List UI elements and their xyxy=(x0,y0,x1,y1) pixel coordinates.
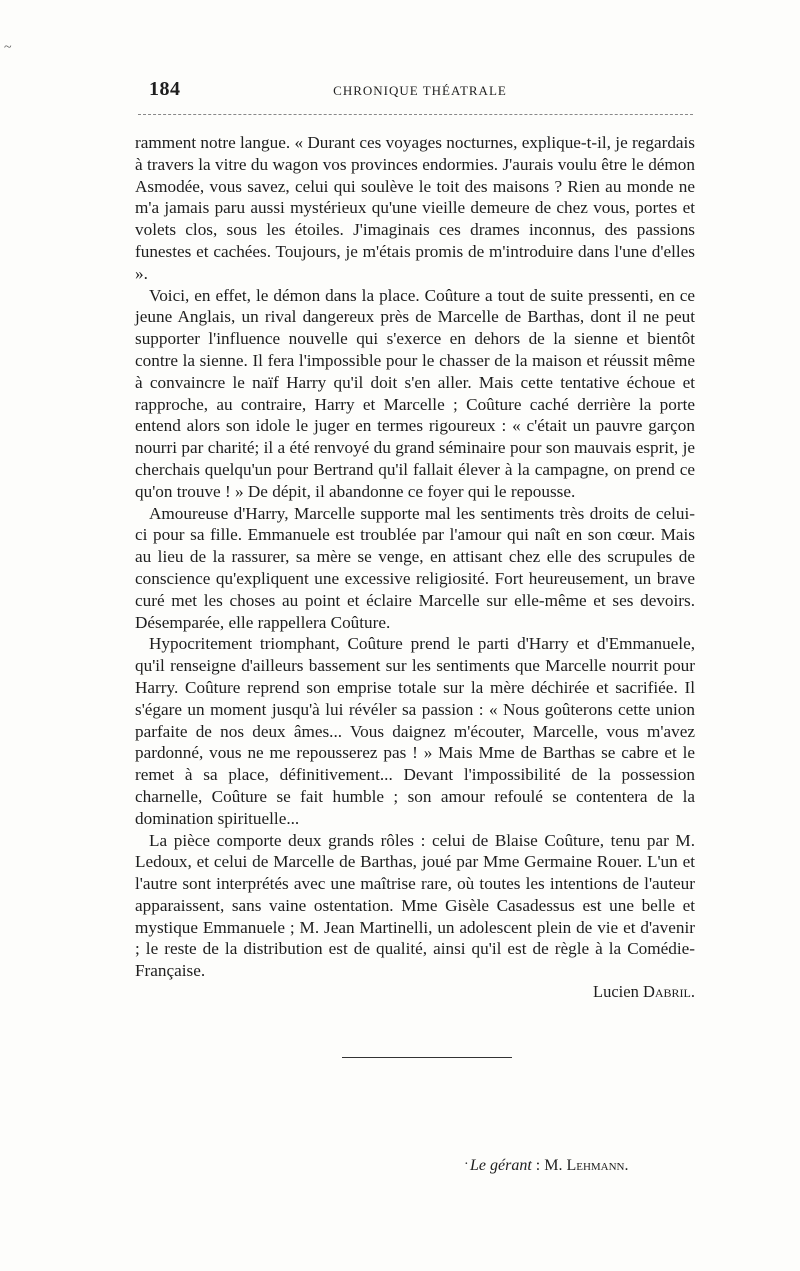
page-number: 184 xyxy=(149,78,181,100)
gerant-name: Lehmann. xyxy=(566,1157,629,1174)
paragraph: Hypocritement triomphant, Coûture prend le parti d'Harry et d'Emmanuele, qu'il renseigne d'ailleurs bassement sur les sentiments que Marcelle nourrit pour Harry. Coûture reprend son emprise totale sur la mère déchirée et sacrifiée. Il s'égare un moment jusqu'à lui révéler sa passion : « Nous goûterons cette union parfaite de nos deux âmes... Vous daignez m'écouter, Marcelle, vous m'avez pardonné, vous ne me repousserez pas ! » Mais Mme de Barthas se cabre et le remet à sa place, définitivement... Devant l'impossibilité de la possession charnelle, Coûture se fait humble ; son amour refoulé se contentera de la domination spirituelle... xyxy=(135,634,695,828)
running-title: CHRONIQUE THÉATRALE xyxy=(333,83,507,98)
author-first-name: Lucien xyxy=(593,982,639,1001)
author-signature xyxy=(135,982,695,1002)
header-rule xyxy=(138,114,693,115)
margin-mark: ~ xyxy=(4,40,12,55)
paragraph: ramment notre langue. « Durant ces voyages nocturnes, explique-t-il, je regardais à travers la vitre du wagon vos provinces endormies. J'aurais voulu être le démon Asmodée, vous savez, celui qui soulève le toit des maisons ? Rien au monde ne m'a jamais paru aussi mystérieux qu'une vieille demeure de chez vous, portes et volets clos, sous les étoiles. J'imaginais ces drames inconnus, des passions funestes et cachées. Toujours, je m'étais promis de m'introduire dans l'une d'elles ». xyxy=(135,133,695,283)
paragraph: La pièce comporte deux grands rôles : celui de Blaise Coûture, tenu par M. Ledoux, et celui de Marcelle de Barthas, joué par Mme Germaine Rouer. L'un et l'autre sont interprétés avec une maîtrise rare, où toutes les intentions de l'auteur apparaissent, sans vaine ostentation. Mme Gisèle Casadessus est une belle et mystique Emmanuele ; M. Jean Martinelli, un adolescent plein de vie et d'avenir ; le reste de la distribution est de qualité, ainsi qu'il est de règle à la Comédie-Française. xyxy=(135,830,695,981)
author-last-name: Dabril. xyxy=(642,982,695,1001)
gerant-label: Le gérant xyxy=(470,1157,532,1174)
paragraph: Amoureuse d'Harry, Marcelle supporte mal les sentiments très droits de celui-ci pour sa fille. Emmanuele est troublée par l'amour qui naît en son cœur. Mais au lieu de la rassurer, sa mère se venge, en attisant chez elle des scrupules de conscience qu'expliquent une excessive religiosité. Fort heureusement, un brave curé met les choses au point et éclaire Marcelle sur elle-même et ses devoirs. Désemparée, elle rappellera Coûture. xyxy=(135,503,695,632)
paragraph: Voici, en effet, le démon dans la place. Coûture a tout de suite pressenti, en ce jeune Anglais, un rival dangereux près de Marcelle de Barthas, dont il ne peut supporter l'influence nouvelle qui s'exerce en dehors de la sienne et bientôt contre la sienne. Il fera l'impossible pour le chasser de la maison et réussit même à convaincre le naïf Harry qu'il doit s'en aller. Mais cette tentative échoue et rapproche, au contraire, Harry et Marcelle ; Coûture caché derrière la porte entend alors son idole le juger en termes rigoureux : « c'était un pauvre garçon nourri par charité; il a été renvoyé du grand séminaire pour son mauvais esprit, je cherchais quelqu'un pour Bertrand qu'il fallait élever à la campagne, on prend ce qu'on trouve ! » De dépit, il abandonne ce foyer qui le repousse. xyxy=(135,285,695,501)
gerant-separator: : M. xyxy=(531,1157,567,1174)
footer-dot: · xyxy=(464,1157,469,1172)
footer-gerant xyxy=(470,1157,710,1175)
page-header xyxy=(145,78,695,108)
article-body xyxy=(135,132,695,982)
end-rule xyxy=(342,1057,512,1058)
